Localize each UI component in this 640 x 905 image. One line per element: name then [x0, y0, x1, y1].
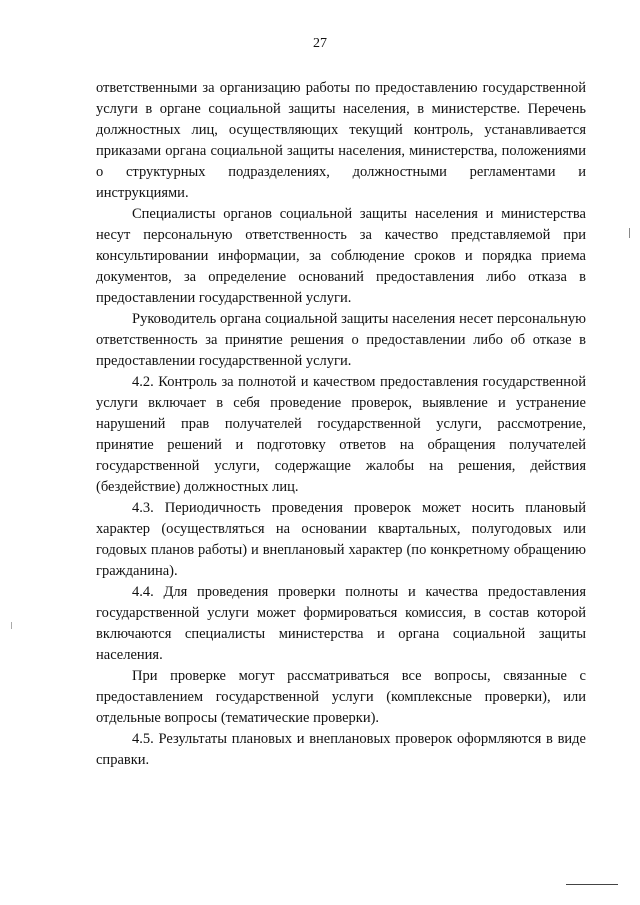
scan-artifact-right: [629, 228, 630, 238]
paragraph-inspection-questions: При проверке могут рассматриваться все вопросы, связанные с предоставлением государственной услуги (комплексные проверки), или отдельные вопросы (тематические проверки).: [96, 668, 586, 726]
paragraph-4-2: 4.2. Контроль за полнотой и качеством предоставления государственной услуги включает в себя проведение проверок, выявление и устранение нарушений прав получателей государственной услуги, рассмотрение, принятие решений и подготовку ответов на обращения получателей государственной услуги, содержащие жалобы на решения, действия (бездействие) должностных лиц.: [96, 374, 586, 495]
paragraph-4-4: 4.4. Для проведения проверки полноты и качества предоставления государственной услуги может формироваться комиссия, в состав которой включаются специалисты министерства и органа социальной защиты населения.: [96, 584, 586, 663]
page-number: 27: [313, 36, 327, 51]
paragraph-4-5: 4.5. Результаты плановых и внеплановых проверок оформляются в виде справки.: [96, 731, 586, 768]
document-body: [96, 78, 586, 771]
paragraph-head-responsibility: Руководитель органа социальной защиты населения несет персональную ответственность за принятие решения о предоставлении либо об отказе в предоставлении государственной услуги.: [96, 311, 586, 369]
footer-rule: [566, 884, 618, 885]
paragraph-continuation: ответственными за организацию работы по предоставлению государственной услуги в органе социальной защиты населения, в министерстве. Перечень должностных лиц, осуществляющих текущий контроль, устанавливается приказами органа социальной защиты населения, министерства, положениями о структурных подразделениях, должностными регламентами и инструкциями.: [96, 80, 586, 201]
paragraph-4-3: 4.3. Периодичность проведения проверок может носить плановый характер (осуществляться на основании квартальных, полугодовых или годовых планов работы) и внеплановый характер (по конкретному обращению гражданина).: [96, 500, 586, 579]
scan-artifact-left: [11, 622, 12, 629]
paragraph-specialists-responsibility: Специалисты органов социальной защиты населения и министерства несут персональную ответственность за качество представляемой при консультировании информации, за соблюдение сроков и порядка приема документов, за определение оснований предоставления либо отказа в предоставлении государственной услуги.: [96, 206, 586, 306]
